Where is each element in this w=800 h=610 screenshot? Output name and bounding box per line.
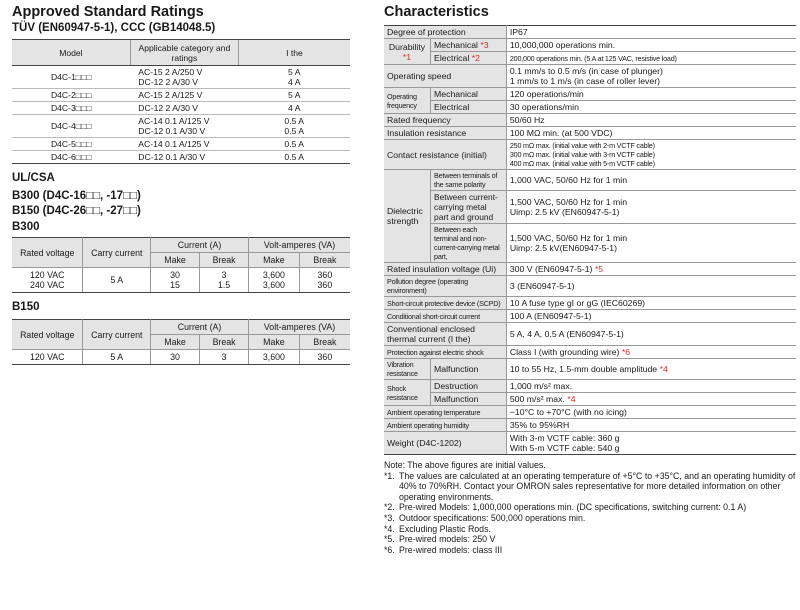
footnote-item xyxy=(384,513,796,524)
label-cell: Insulation resistance xyxy=(384,127,506,140)
footnote-item xyxy=(384,524,796,535)
make-cell: 30 xyxy=(170,270,180,280)
header-rated-voltage: Rated voltage xyxy=(12,320,83,350)
value-cell: IP67 xyxy=(506,26,796,39)
ithe-cell: 4 A xyxy=(288,77,301,87)
value-cell: 30 operations/min xyxy=(506,101,796,114)
footnote-mark: *1 xyxy=(402,51,412,62)
table-row xyxy=(12,138,350,151)
header-break: Break xyxy=(299,253,350,268)
footnote-mark: *2. xyxy=(384,502,395,513)
value-line: 400 mΩ max. (initial value with 5-m VCTF cable) xyxy=(509,159,655,168)
notes-intro: Note: The above figures are initial values. xyxy=(384,460,546,470)
footnote-item xyxy=(384,534,796,545)
value-line: Uimp: 2.5 kV(EN60947-5-1) xyxy=(509,243,618,253)
va-make-cell: 3,600 xyxy=(249,350,300,365)
va-break-cell: 360 xyxy=(299,350,350,365)
header-break: Break xyxy=(299,335,350,350)
header-current: Current (A) xyxy=(151,320,249,335)
rating-cell: DC-12 2 A/30 V xyxy=(138,77,199,87)
rating-cell: AC-14 0.1 A/125 V xyxy=(138,116,210,126)
header-rated-voltage: Rated voltage xyxy=(12,238,83,268)
break-cell: 1.5 xyxy=(217,280,231,290)
model-cell: D4C-3□□□ xyxy=(50,103,92,113)
table-row xyxy=(384,406,796,419)
value-line: 1,500 VAC, 50/60 Hz for 1 min xyxy=(509,233,628,243)
approved-ratings-title: Approved Standard Ratings xyxy=(12,4,204,20)
header-carry-current: Carry current xyxy=(83,238,151,268)
table-row xyxy=(384,346,796,359)
left-column xyxy=(12,4,350,365)
table-row xyxy=(384,101,796,114)
table-row xyxy=(384,297,796,310)
header-volt-amperes: Volt-amperes (VA) xyxy=(249,320,350,335)
table-row xyxy=(384,88,796,101)
footnote-text: Excluding Plastic Rods. xyxy=(399,523,491,534)
footnote-mark: *3 xyxy=(480,40,489,50)
sub-label-cell: Mechanical xyxy=(434,40,478,50)
table-row xyxy=(384,65,796,88)
table-row xyxy=(12,66,350,89)
label-cell: Contact resistance (initial) xyxy=(384,140,506,170)
model-cell: D4C-1□□□ xyxy=(50,72,92,82)
footnote-item xyxy=(384,471,796,503)
footnote-text: Pre-wired Models: 1,000,000 operations min. (DC specifications, switching current: 0.1 A) xyxy=(399,502,747,513)
footnote-mark: *5. xyxy=(384,534,395,545)
b150-table xyxy=(12,319,350,365)
table-row xyxy=(384,380,796,393)
footnote-mark: *2 xyxy=(471,53,480,63)
table-row xyxy=(384,114,796,127)
label-cell: Weight (D4C-1202) xyxy=(384,432,506,455)
sub-label-cell: Electrical xyxy=(431,101,507,114)
characteristics-table xyxy=(384,25,796,455)
label-cell: Operating speed xyxy=(384,65,506,88)
rating-cell: DC-12 0.1 A/30 V xyxy=(138,126,206,136)
footnote-text: The values are calculated at an operating temperature of +5°C to +35°C, and an operating humidity of 40% to 70%RH. Contact your OMRON sales representative for more detailed information on other operating environments. xyxy=(399,470,796,502)
rating-cell: AC-15 2 A/125 V xyxy=(138,90,203,100)
table-row xyxy=(12,115,350,138)
table-row xyxy=(384,432,796,455)
rating-cell: AC-14 0.1 A/125 V xyxy=(138,139,210,149)
footnote-mark: *4 xyxy=(567,394,576,404)
sub-label-cell: Electrical xyxy=(434,53,470,63)
table-row xyxy=(384,26,796,39)
header-carry-current: Carry current xyxy=(83,320,151,350)
ithe-cell: 5 A xyxy=(288,90,301,100)
footnote-mark: *1. xyxy=(384,470,395,481)
table-row xyxy=(12,151,350,164)
model-cell: D4C-2□□□ xyxy=(50,90,92,100)
table-row xyxy=(384,359,796,380)
label-cell: Short-circuit protective device (SCPD) xyxy=(384,297,506,310)
label-cell: Ambient operating humidity xyxy=(384,419,506,432)
value-cell: 500 m/s² max. xyxy=(509,394,565,404)
voltage-cell: 120 VAC xyxy=(12,350,83,365)
header-make: Make xyxy=(151,335,200,350)
footnote-mark: *6. xyxy=(384,544,395,555)
sub-label-cell: Malfunction xyxy=(431,359,507,380)
sub-label-cell: Destruction xyxy=(431,380,507,393)
va-make-cell: 3,600 xyxy=(262,280,285,290)
ithe-cell: 0.5 A xyxy=(284,116,305,126)
sub-label-cell: Between current-carrying metal part and ground xyxy=(431,191,507,224)
carry-cell: 5 A xyxy=(83,350,151,365)
header-ithe: I the xyxy=(238,40,350,66)
table-row xyxy=(384,419,796,432)
label-cell: Operating frequency xyxy=(384,88,431,114)
footnotes xyxy=(384,460,796,555)
value-cell: 35% to 95%RH xyxy=(506,419,796,432)
header-model: Model xyxy=(12,40,130,66)
model-cell: D4C-4□□□ xyxy=(50,121,92,131)
label-cell: Pollution degree (operating environment) xyxy=(384,276,506,297)
voltage-cell: 240 VAC xyxy=(29,280,65,290)
value-cell: 10 A fuse type gI or gG (IEC60269) xyxy=(506,297,796,310)
table-row xyxy=(384,276,796,297)
b150-models-line: B150 (D4C-26□□, -27□□) xyxy=(12,205,141,217)
label-cell: Conventional enclosed thermal current (I the) xyxy=(384,323,506,346)
value-line: 1 mm/s to 1 m/s (in case of roller lever) xyxy=(509,76,660,86)
header-make: Make xyxy=(151,253,200,268)
value-cell: 200,000 operations min. (5 A at 125 VAC, resistive load) xyxy=(506,52,796,65)
footnote-item xyxy=(384,502,796,513)
table-row xyxy=(384,323,796,346)
label-cell: Degree of protection xyxy=(384,26,506,39)
va-make-cell: 3,600 xyxy=(262,270,285,280)
ithe-cell: 0.5 A xyxy=(284,139,305,149)
characteristics-title: Characteristics xyxy=(384,4,489,20)
footnote-mark: *6 xyxy=(621,347,631,357)
carry-cell: 5 A xyxy=(83,268,151,293)
value-cell: 3 (EN60947-5-1) xyxy=(506,276,796,297)
value-line: With 5-m VCTF cable: 540 g xyxy=(509,443,620,453)
footnote-mark: *4. xyxy=(384,523,395,534)
footnote-text: Pre-wired models: 250 V xyxy=(399,534,496,545)
approved-ratings-table xyxy=(12,39,350,164)
sub-label-cell: Mechanical xyxy=(431,88,507,101)
value-line: 0.1 mm/s to 0.5 m/s (in case of plunger) xyxy=(509,66,663,76)
value-line: With 3-m VCTF cable: 360 g xyxy=(509,433,620,443)
value-line: 1,500 VAC, 50/60 Hz for 1 min xyxy=(509,197,628,207)
label-cell: Durability xyxy=(388,41,426,52)
table-row xyxy=(12,350,350,365)
b300-models-line: B300 (D4C-16□□, -17□□) xyxy=(12,190,141,202)
break-cell: 3 xyxy=(221,270,227,280)
header-category: Applicable category and ratings xyxy=(130,40,238,66)
break-cell: 3 xyxy=(200,350,249,365)
b150-title: B150 xyxy=(12,301,40,313)
label-cell: Vibration resistance xyxy=(384,359,431,380)
va-break-cell: 360 xyxy=(317,270,333,280)
value-cell: 300 V (EN60947-5-1) xyxy=(509,264,593,274)
rating-cell: DC-12 2 A/30 V xyxy=(138,103,199,113)
value-line: Uimp: 2.5 kV (EN60947-5-1) xyxy=(509,207,620,217)
header-make: Make xyxy=(249,253,300,268)
table-row xyxy=(384,39,796,52)
footnote-item xyxy=(384,545,796,556)
table-row xyxy=(384,191,796,224)
va-break-cell: 360 xyxy=(317,280,333,290)
table-row xyxy=(384,393,796,406)
model-cell: D4C-5□□□ xyxy=(50,139,92,149)
rating-cell: AC-15 2 A/250 V xyxy=(138,67,203,77)
header-make: Make xyxy=(249,335,300,350)
value-cell: −10°C to +70°C (with no icing) xyxy=(506,406,796,419)
ithe-cell: 4 A xyxy=(288,103,301,113)
value-cell: 1,000 m/s² max. xyxy=(506,380,796,393)
value-cell: 100 MΩ min. (at 500 VDC) xyxy=(506,127,796,140)
model-cell: D4C-6□□□ xyxy=(50,152,92,162)
sub-label-cell: Between terminals of the same polarity xyxy=(431,170,507,191)
ithe-cell: 0.5 A xyxy=(284,126,305,136)
label-cell: Conditional short-circuit current xyxy=(384,310,506,323)
label-cell: Ambient operating temperature xyxy=(384,406,506,419)
label-cell: Rated frequency xyxy=(384,114,506,127)
table-row xyxy=(384,127,796,140)
value-cell: 10,000,000 operations min. xyxy=(506,39,796,52)
ithe-cell: 0.5 A xyxy=(284,152,305,162)
footnote-mark: *3. xyxy=(384,512,395,523)
footnote-mark: *5 xyxy=(594,264,604,274)
b300-title: B300 xyxy=(12,221,40,233)
table-row xyxy=(384,52,796,65)
footnote-text: Outdoor specifications: 500,000 operations min. xyxy=(399,512,586,523)
header-break: Break xyxy=(200,253,249,268)
table-row xyxy=(12,268,350,293)
approved-ratings-subtitle: TÜV (EN60947-5-1), CCC (GB14048.5) xyxy=(12,22,216,34)
value-line: 300 mΩ max. (initial value with 3-m VCTF cable) xyxy=(509,150,655,159)
table-row xyxy=(12,89,350,102)
right-column xyxy=(384,4,796,555)
ithe-cell: 5 A xyxy=(288,67,301,77)
rating-cell: DC-12 0.1 A/30 V xyxy=(138,152,206,162)
make-cell: 15 xyxy=(170,280,180,290)
table-row xyxy=(384,140,796,170)
header-volt-amperes: Volt-amperes (VA) xyxy=(249,238,350,253)
sub-label-cell: Between each terminal and non-current-carrying metal part, xyxy=(431,224,507,263)
value-cell: Class I (with grounding wire) xyxy=(509,347,620,357)
ulcsa-title: UL/CSA xyxy=(12,172,55,184)
value-line: 250 mΩ max. (initial value with 2-m VCTF cable) xyxy=(509,141,655,150)
sub-label-cell: Malfunction xyxy=(431,393,507,406)
value-cell: 120 operations/min xyxy=(506,88,796,101)
table-row xyxy=(384,310,796,323)
b300-table xyxy=(12,237,350,293)
value-cell: 100 A (EN60947-5-1) xyxy=(506,310,796,323)
value-cell: 50/60 Hz xyxy=(506,114,796,127)
header-current: Current (A) xyxy=(151,238,249,253)
label-cell: Protection against electric shock xyxy=(384,346,506,359)
voltage-cell: 120 VAC xyxy=(29,270,65,280)
label-cell: Rated insulation voltage (Ui) xyxy=(384,263,506,276)
label-cell: Shock resistance xyxy=(384,380,431,406)
value-cell: 5 A, 4 A, 0.5 A (EN60947-5-1) xyxy=(506,323,796,346)
table-row xyxy=(12,102,350,115)
label-cell: Dielectric strength xyxy=(384,170,431,263)
make-cell: 30 xyxy=(151,350,200,365)
value-cell: 1,000 VAC, 50/60 Hz for 1 min xyxy=(506,170,796,191)
table-row xyxy=(384,224,796,263)
table-row xyxy=(384,170,796,191)
value-cell: 10 to 55 Hz, 1.5-mm double amplitude xyxy=(509,364,658,374)
table-row xyxy=(384,263,796,276)
footnote-mark: *4 xyxy=(659,364,668,374)
footnote-text: Pre-wired models: class III xyxy=(399,544,503,555)
header-break: Break xyxy=(200,335,249,350)
